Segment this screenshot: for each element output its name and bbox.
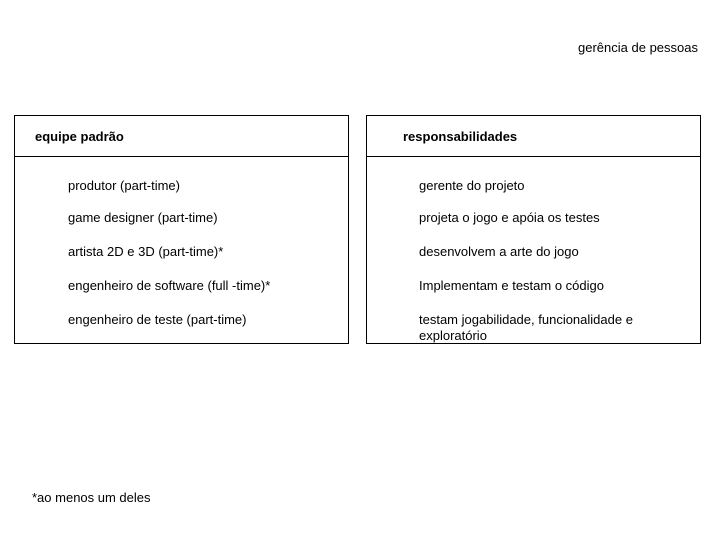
responsibilities-header: responsabilidades [367, 116, 700, 157]
responsibility-item: desenvolvem a arte do jogo [419, 244, 579, 259]
team-item: artista 2D e 3D (part-time)* [68, 244, 224, 259]
responsibility-item: gerente do projeto [419, 178, 525, 193]
team-table [14, 115, 349, 344]
responsibility-item: testam jogabilidade, funcionalidade e exploratório [419, 312, 633, 343]
team-item: produtor (part-time) [68, 178, 180, 193]
page-title: gerência de pessoas [578, 40, 698, 55]
responsibility-item: projeta o jogo e apóia os testes [419, 210, 600, 225]
team-item: engenheiro de teste (part-time) [68, 312, 247, 327]
responsibility-item: Implementam e testam o código [419, 278, 604, 293]
team-header: equipe padrão [15, 116, 348, 157]
footnote: *ao menos um deles [32, 490, 151, 505]
team-item: engenheiro de software (full -time)* [68, 278, 271, 293]
team-item: game designer (part-time) [68, 210, 218, 225]
responsibilities-table [366, 115, 701, 344]
